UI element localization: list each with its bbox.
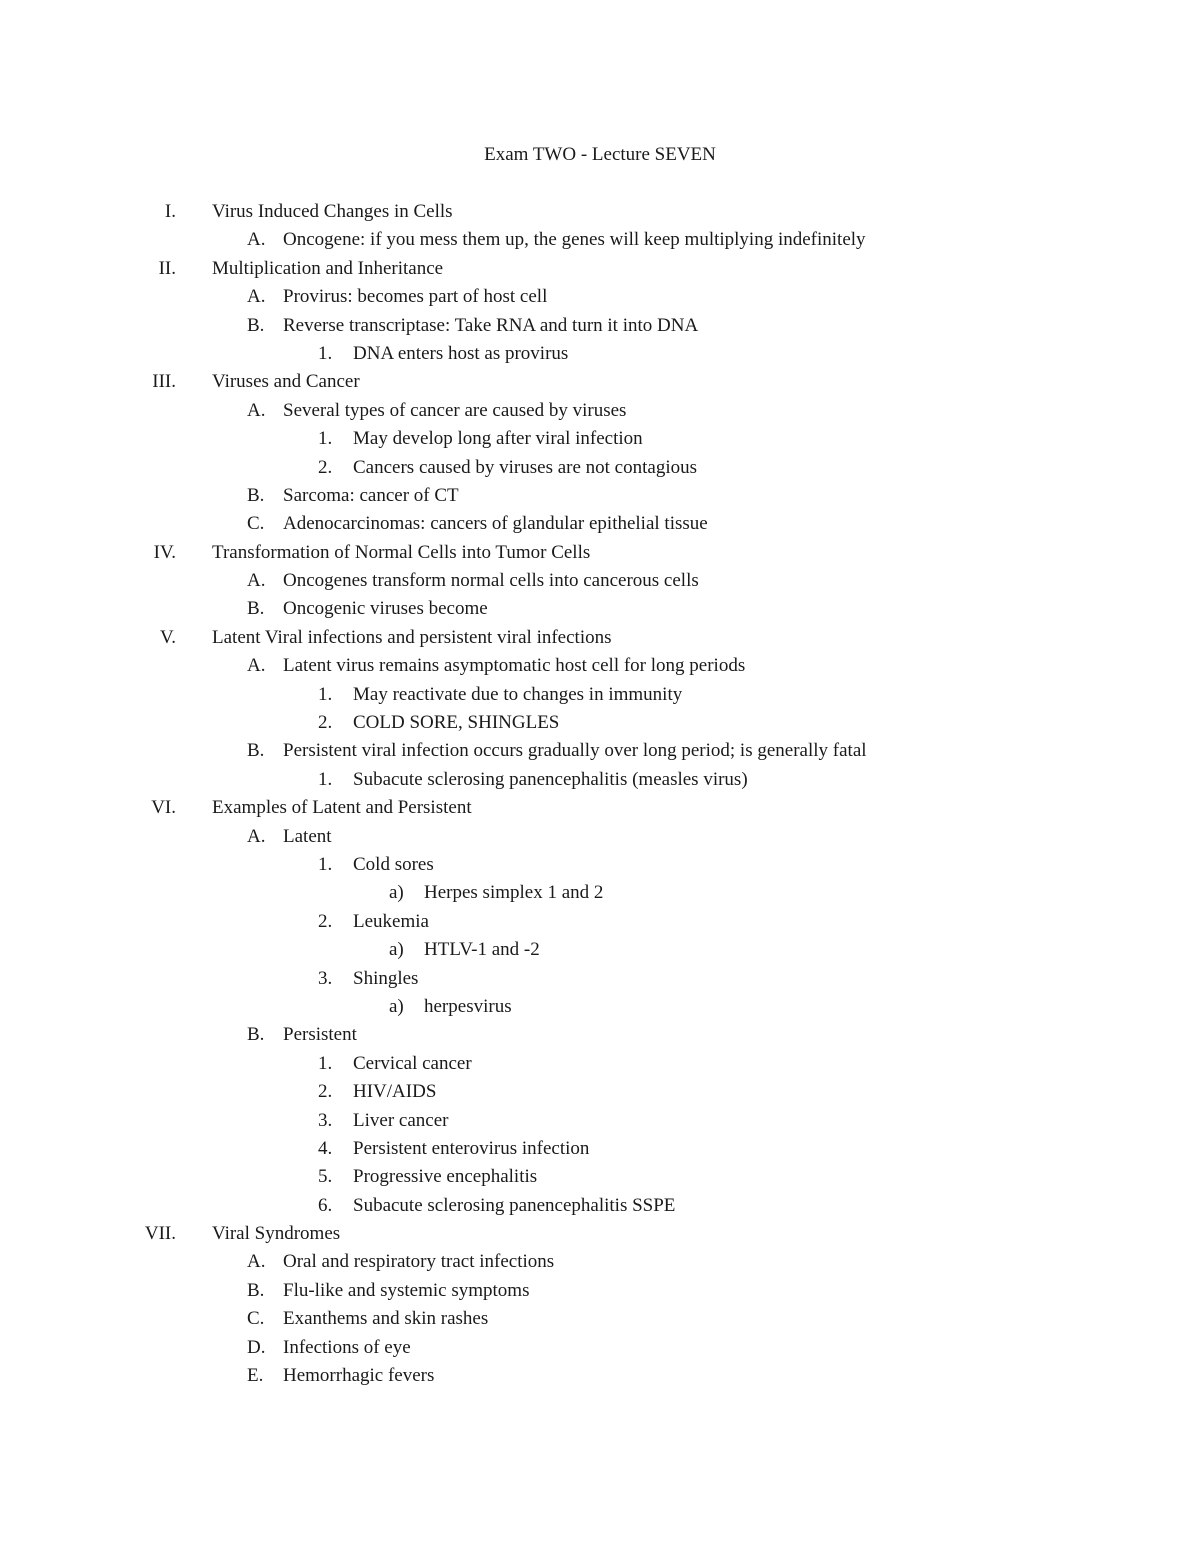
outline-item-text: Hemorrhagic fevers bbox=[283, 1365, 435, 1387]
outline-item-text: Oncogene: if you mess them up, the genes will keep multiplying indefinitely bbox=[283, 229, 866, 251]
outline-item-level-3 bbox=[0, 1192, 1200, 1220]
outline-item-marker: 5. bbox=[318, 1166, 333, 1188]
outline-item-text: Latent virus remains asymptomatic host cell for long periods bbox=[283, 655, 746, 677]
outline-item-text: Transformation of Normal Cells into Tumor Cells bbox=[212, 541, 591, 563]
outline-item-text: Multiplication and Inheritance bbox=[212, 257, 444, 279]
outline-item-text: Persistent viral infection occurs gradually over long period; is generally fatal bbox=[283, 740, 867, 762]
outline-item-text: Virus Induced Changes in Cells bbox=[212, 201, 453, 222]
outline-list bbox=[0, 198, 1200, 1390]
outline-item-marker: 1. bbox=[318, 768, 333, 790]
outline-item-level-2 bbox=[0, 312, 1200, 340]
outline-item-marker: 3. bbox=[318, 967, 333, 989]
outline-item-level-3 bbox=[0, 681, 1200, 709]
outline-item-level-2 bbox=[0, 1248, 1200, 1276]
outline-item-text: Shingles bbox=[353, 967, 419, 989]
outline-item-marker: B. bbox=[247, 598, 265, 620]
outline-item-marker: 1. bbox=[318, 683, 333, 705]
outline-item-text: Provirus: becomes part of host cell bbox=[283, 286, 548, 308]
outline-item-level-3 bbox=[0, 1107, 1200, 1135]
outline-item-marker: B. bbox=[247, 1024, 265, 1046]
outline-item-marker: 1. bbox=[318, 342, 333, 364]
outline-item-text: Sarcoma: cancer of CT bbox=[283, 484, 459, 506]
outline-item-text: Flu-like and systemic symptoms bbox=[283, 1279, 530, 1301]
outline-item-level-2 bbox=[0, 1305, 1200, 1333]
outline-item-level-3 bbox=[0, 965, 1200, 993]
outline-item-text: Persistent enterovirus infection bbox=[353, 1137, 590, 1159]
outline-item-marker: A. bbox=[247, 1251, 266, 1273]
outline-item-text: Progressive encephalitis bbox=[353, 1166, 538, 1188]
outline-item-text: Subacute sclerosing panencephalitis (measles virus) bbox=[353, 768, 748, 790]
outline-item-marker: I. bbox=[164, 201, 176, 222]
outline-item-text: Several types of cancer are caused by viruses bbox=[283, 399, 627, 421]
outline-item-text: Examples of Latent and Persistent bbox=[212, 797, 472, 819]
outline-item-level-3 bbox=[0, 340, 1200, 368]
outline-item-marker: III. bbox=[152, 371, 176, 393]
outline-item-level-3 bbox=[0, 851, 1200, 879]
outline-item-marker: A. bbox=[247, 286, 266, 308]
outline-item-marker: A. bbox=[247, 825, 266, 847]
outline-item-text: Viral Syndromes bbox=[212, 1223, 341, 1245]
outline-item-level-2 bbox=[0, 482, 1200, 510]
outline-item-text: Persistent bbox=[283, 1024, 357, 1046]
outline-item-text: Viruses and Cancer bbox=[212, 371, 360, 393]
outline-item-marker: V. bbox=[159, 626, 176, 648]
outline-item-marker: 2. bbox=[318, 712, 333, 734]
outline-item-text: Liver cancer bbox=[353, 1109, 449, 1131]
outline-item-level-3 bbox=[0, 709, 1200, 737]
outline-item-level-2 bbox=[0, 823, 1200, 851]
outline-item-text: HIV/AIDS bbox=[353, 1081, 437, 1103]
outline-item-text: DNA enters host as provirus bbox=[353, 342, 569, 364]
outline-item-level-4 bbox=[0, 879, 1200, 907]
outline-item-marker: C. bbox=[247, 513, 265, 535]
outline-item-level-2 bbox=[0, 1334, 1200, 1362]
outline-item-level-2 bbox=[0, 397, 1200, 425]
outline-item-level-3 bbox=[0, 766, 1200, 794]
outline-item-text: Cold sores bbox=[353, 853, 434, 875]
outline-item-marker: B. bbox=[247, 740, 265, 762]
outline-item-marker: 2. bbox=[318, 456, 333, 478]
outline-item-marker: A. bbox=[247, 655, 266, 677]
outline-item-level-2 bbox=[0, 1362, 1200, 1390]
outline-item-marker: B. bbox=[247, 314, 265, 336]
outline-item-marker: 3. bbox=[318, 1109, 333, 1131]
outline-item-text: May develop long after viral infection bbox=[353, 428, 643, 450]
outline-item-level-3 bbox=[0, 1135, 1200, 1163]
outline-item-level-1 bbox=[0, 1220, 1200, 1248]
outline-item-marker: A. bbox=[247, 399, 266, 421]
outline-item-level-2 bbox=[0, 595, 1200, 623]
outline-item-text: Cancers caused by viruses are not contagious bbox=[353, 456, 698, 478]
outline-item-marker: B. bbox=[247, 484, 265, 506]
outline-item-level-3 bbox=[0, 1050, 1200, 1078]
outline-item-text: Oncogenic viruses become bbox=[283, 598, 488, 620]
outline-item-marker: 1. bbox=[318, 853, 333, 875]
outline-item-marker: a) bbox=[389, 882, 404, 904]
outline-item-text: Subacute sclerosing panencephalitis SSPE bbox=[353, 1194, 676, 1216]
outline-item-marker: 2. bbox=[318, 910, 333, 932]
outline-item-marker: D. bbox=[247, 1336, 266, 1358]
outline-item-level-2 bbox=[0, 1277, 1200, 1305]
outline-item-level-2 bbox=[0, 510, 1200, 538]
page-title: Exam TWO - Lecture SEVEN bbox=[484, 144, 716, 165]
outline-item-level-1 bbox=[0, 368, 1200, 396]
outline-item-text: COLD SORE, SHINGLES bbox=[353, 712, 560, 734]
outline-item-level-3 bbox=[0, 425, 1200, 453]
outline-item-marker: 6. bbox=[318, 1194, 333, 1216]
outline-item-text: May reactivate due to changes in immunity bbox=[353, 683, 683, 705]
outline-item-marker: VI. bbox=[151, 797, 176, 819]
outline-item-level-1 bbox=[0, 198, 1200, 226]
outline-item-level-2 bbox=[0, 652, 1200, 680]
outline-item-level-1 bbox=[0, 624, 1200, 652]
outline-item-level-2 bbox=[0, 226, 1200, 254]
outline-item-text: Leukemia bbox=[353, 910, 429, 932]
outline-item-level-4 bbox=[0, 993, 1200, 1021]
outline-item-text: Oncogenes transform normal cells into cancerous cells bbox=[283, 570, 699, 592]
outline-item-marker: II. bbox=[158, 257, 176, 279]
outline-item-text: Oral and respiratory tract infections bbox=[283, 1251, 555, 1273]
outline-item-level-1 bbox=[0, 539, 1200, 567]
outline-item-level-3 bbox=[0, 1163, 1200, 1191]
outline-item-level-3 bbox=[0, 1078, 1200, 1106]
outline-item-text: Latent bbox=[283, 825, 332, 847]
outline-item-marker: 1. bbox=[318, 428, 333, 450]
outline-item-level-4 bbox=[0, 936, 1200, 964]
outline-item-marker: C. bbox=[247, 1308, 265, 1330]
outline-item-marker: 4. bbox=[318, 1137, 333, 1159]
outline-item-level-2 bbox=[0, 567, 1200, 595]
outline-item-marker: 2. bbox=[318, 1081, 333, 1103]
outline-item-marker: E. bbox=[247, 1365, 264, 1387]
outline-item-text: Adenocarcinomas: cancers of glandular epithelial tissue bbox=[283, 513, 708, 535]
outline-item-marker: 1. bbox=[318, 1052, 333, 1074]
outline-item-text: Exanthems and skin rashes bbox=[283, 1308, 489, 1330]
outline-item-marker: a) bbox=[389, 939, 404, 961]
outline-item-text: Herpes simplex 1 and 2 bbox=[424, 882, 604, 904]
outline-item-text: Reverse transcriptase: Take RNA and turn it into DNA bbox=[283, 314, 699, 336]
outline-item-marker: B. bbox=[247, 1279, 265, 1301]
outline-item-marker: a) bbox=[389, 995, 404, 1017]
outline-item-marker: VII. bbox=[144, 1223, 176, 1245]
outline-item-marker: A. bbox=[247, 570, 266, 592]
outline-item-level-1 bbox=[0, 794, 1200, 822]
outline-item-marker: IV. bbox=[153, 541, 176, 563]
outline-item-marker: A. bbox=[247, 229, 266, 251]
outline-item-text: Latent Viral infections and persistent viral infections bbox=[212, 626, 612, 648]
outline-item-text: Cervical cancer bbox=[353, 1052, 472, 1074]
outline-item-text: herpesvirus bbox=[424, 995, 512, 1017]
outline-item-level-2 bbox=[0, 737, 1200, 765]
outline-item-text: HTLV-1 and -2 bbox=[424, 939, 540, 961]
outline-item-level-3 bbox=[0, 908, 1200, 936]
outline-item-level-1 bbox=[0, 255, 1200, 283]
outline-item-text: Infections of eye bbox=[283, 1336, 411, 1358]
outline-item-level-2 bbox=[0, 283, 1200, 311]
outline-item-level-2 bbox=[0, 1021, 1200, 1049]
outline-item-level-3 bbox=[0, 454, 1200, 482]
